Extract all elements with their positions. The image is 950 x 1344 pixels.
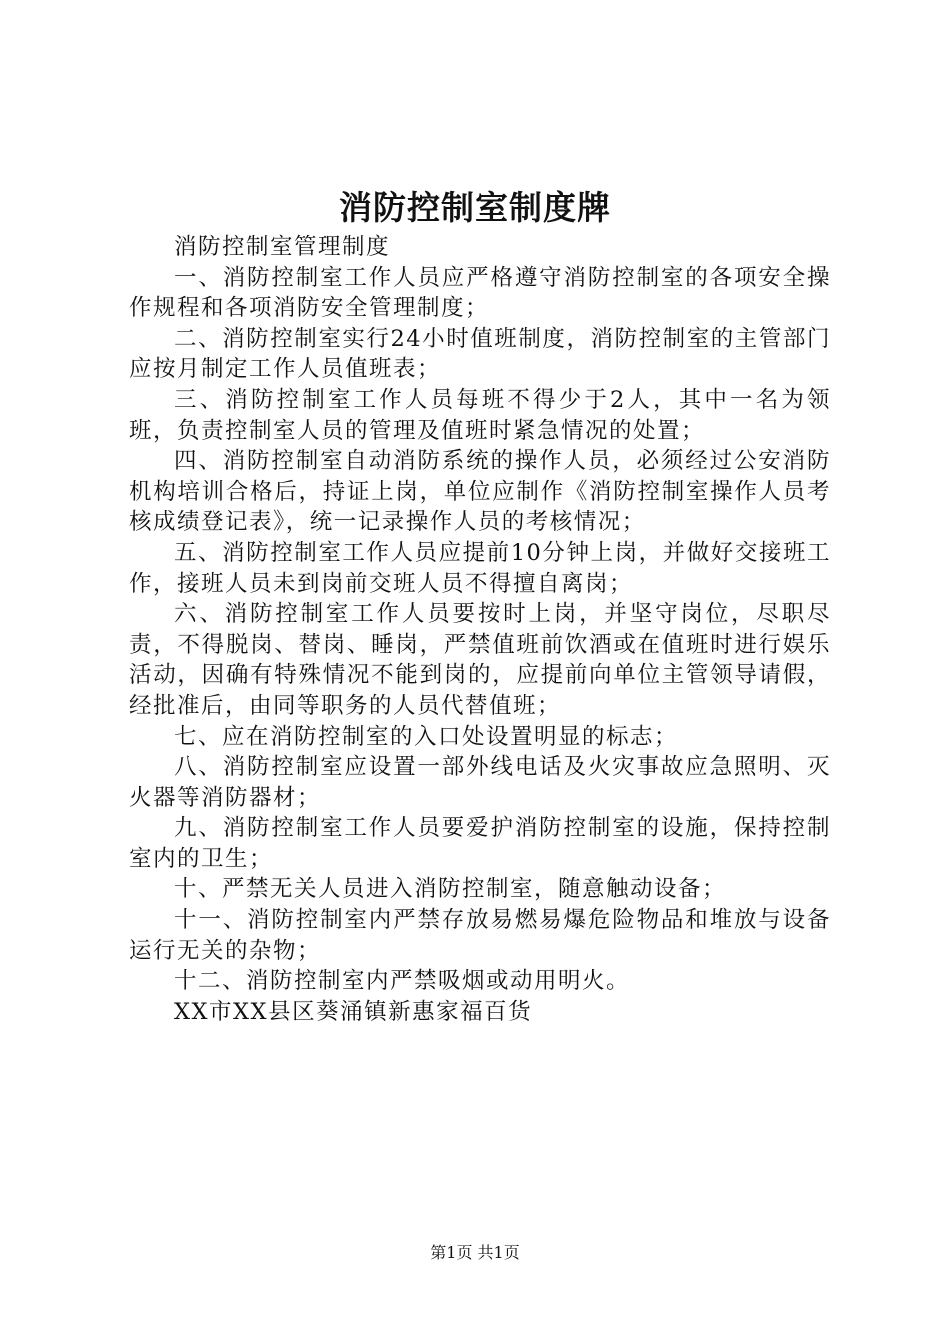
rule-item-6: 六、消防控制室工作人员要按时上岗，并坚守岗位，尽职尽责，不得脱岗、替岗、睡岗，严禁值班前饮酒或在值班时进行娱乐活动，因确有特殊情况不能到岗的，应提前向单位主管领导请假，经批准后，由同等职务的人员代替值班； — [129, 601, 831, 719]
rule-item-2: 二、消防控制室实行24小时值班制度，消防控制室的主管部门应按月制定工作人员值班表； — [129, 325, 831, 383]
rule-item-7: 七、应在消防控制室的入口处设置明显的标志； — [174, 723, 679, 750]
document-title: 消防控制室制度牌 — [339, 188, 611, 227]
rule-item-9: 九、消防控制室工作人员要爱护消防控制室的设施，保持控制室内的卫生； — [129, 815, 831, 872]
rule-item-1: 一、消防控制室工作人员应严格遵守消防控制室的各项安全操作规程和各项消防安全管理制度； — [129, 264, 831, 322]
rule-item-3: 三、消防控制室工作人员每班不得少于2人，其中一名为领班，负责控制室人员的管理及值班时紧急情况的处置； — [129, 386, 831, 444]
rule-item-8: 八、消防控制室应设置一部外线电话及火灾事故应急照明、灭火器等消防器材； — [129, 754, 831, 811]
issuer-signature: XX市XX县区葵涌镇新惠家福百货 — [174, 998, 533, 1025]
rule-item-10: 十、严禁无关人员进入消防控制室，随意触动设备； — [174, 876, 727, 903]
section-heading: 消防控制室管理制度 — [174, 234, 391, 260]
document-body — [129, 232, 831, 1027]
rule-item-5: 五、消防控制室工作人员应提前10分钟上岗，并做好交接班工作，接班人员未到岗前交班人员不得擅自离岗； — [129, 539, 831, 597]
rule-item-12: 十二、消防控制室内严禁吸烟或动用明火。 — [174, 968, 631, 995]
page-footer: 第1页 共1页 — [430, 1243, 520, 1262]
rule-item-4: 四、消防控制室自动消防系统的操作人员，必须经过公安消防机构培训合格后，持证上岗，单位应制作《消防控制室操作人员考核成绩登记表》，统一记录操作人员的考核情况； — [129, 448, 831, 536]
rule-item-11: 十一、消防控制室内严禁存放易燃易爆危险物品和堆放与设备运行无关的杂物； — [129, 907, 831, 964]
